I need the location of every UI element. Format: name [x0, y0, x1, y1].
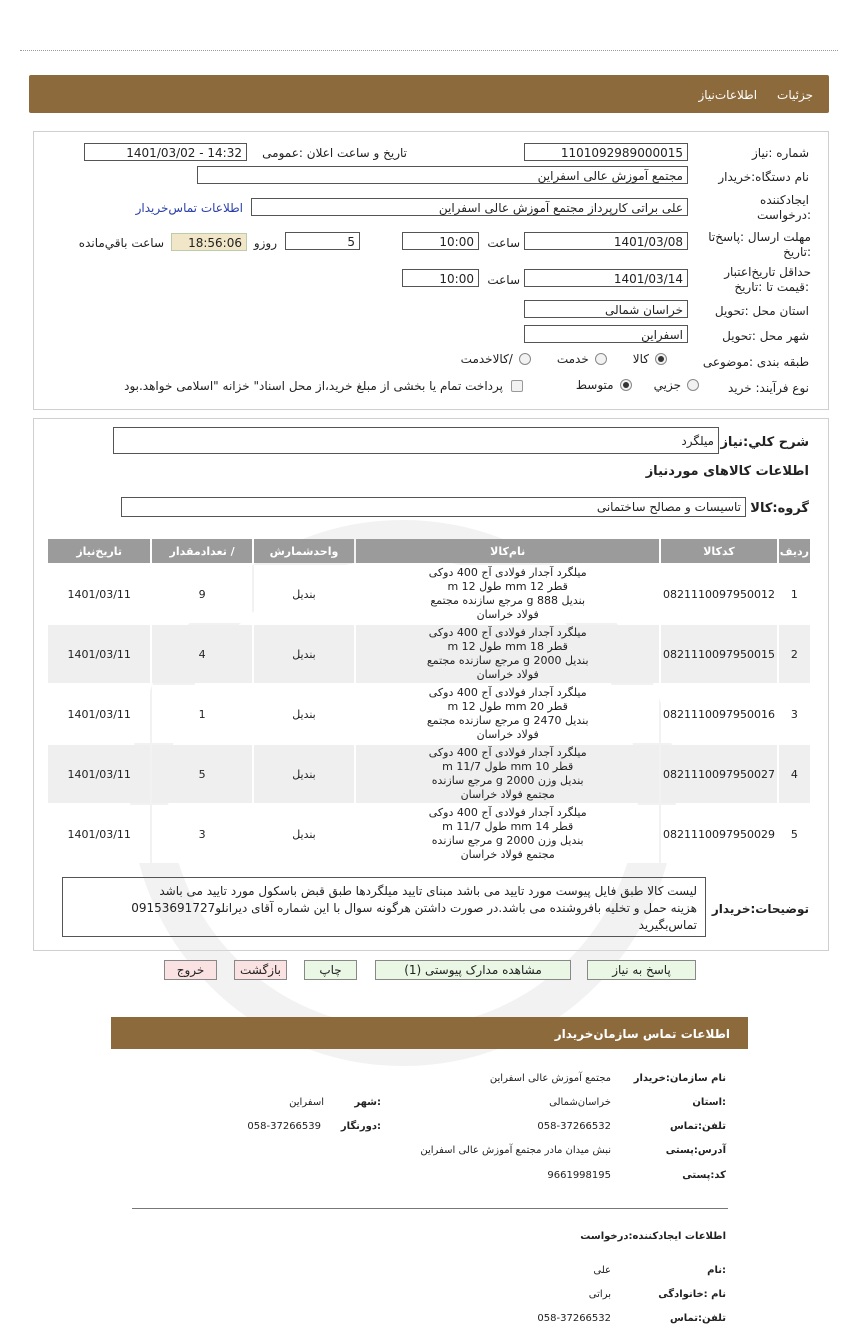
contact-postal-label: کد:پستی	[682, 1170, 726, 1181]
province-label: استان محل :تحویل	[714, 304, 809, 318]
goods-code: 0821110097950027	[661, 745, 776, 803]
goods-code: 0821110097950015	[661, 625, 776, 683]
contact-province-label: :استان	[692, 1097, 726, 1108]
col-quantity: / تعدادمقدار	[152, 539, 251, 563]
buyer-contact-link[interactable]: اطلاعات تماس‌خریدار	[135, 201, 243, 215]
details-header	[29, 75, 829, 113]
contact-address-label: آدرس:پستی	[665, 1145, 726, 1156]
quantity: 1	[152, 685, 251, 743]
category-radio-group	[461, 352, 667, 366]
col-unit: واحدشمارش	[254, 539, 354, 563]
contact-city-label: :شهر	[354, 1097, 381, 1108]
goods-code: 0821110097950029	[661, 805, 776, 863]
validity-date-field: 1401/03/14	[524, 269, 688, 287]
deadline-label-2: :تاریخ	[783, 245, 811, 259]
creator-phone-value: 058-37266532	[537, 1313, 611, 1324]
tab-need-info[interactable]: اطلاعات‌نیاز	[698, 88, 758, 102]
creator-name-label: :نام	[707, 1265, 726, 1276]
contact-org-label: نام سازمان:خریدار	[633, 1073, 726, 1084]
payment-option[interactable]: پرداخت تمام یا بخشی از مبلغ خرید،از محل اسناد" خزانه "اسلامی خواهد.بود	[124, 379, 523, 393]
contact-info-title: اطلاعات تماس سازمان‌خریدار	[554, 1027, 730, 1041]
validity-time-label: ساعت	[487, 273, 520, 287]
goods-name: میلگرد آجدار فولادی آج 400 دوکی قطر mm 10 طول m 11/7 بندیل وزن g 2000 مرجع سازنده مجتمع فولاد خراسان	[356, 745, 659, 803]
goods-name: میلگرد آجدار فولادی آج 400 دوکی قطر mm 20 طول m 12 بندیل g 2470 مرجع سازنده مجتمع فولاد خراسان	[356, 685, 659, 743]
payment-checkbox[interactable]	[511, 380, 523, 392]
unit: بندیل	[254, 685, 354, 743]
deadline-date-field: 1401/03/08	[524, 232, 688, 250]
process-option-medium[interactable]: متوسط	[576, 378, 632, 392]
buyer-org-label: نام دستگاه:خریدار	[718, 170, 809, 184]
category-option-goods-service[interactable]: /کالاخدمت	[461, 352, 531, 366]
creator-family-value: براتی	[588, 1289, 611, 1300]
need-number-field: 1101092989000015	[524, 143, 688, 161]
need-number-label: شماره :نیاز	[752, 146, 809, 160]
table-row	[48, 565, 810, 623]
quantity: 4	[152, 625, 251, 683]
creator-phone-label: تلفن:تماس	[669, 1313, 726, 1324]
deadline-time-field: 10:00	[402, 232, 479, 250]
city-label: شهر محل :تحویل	[722, 329, 809, 343]
top-divider	[20, 50, 838, 51]
table-row	[48, 805, 810, 863]
col-goods-code: کدکالا	[661, 539, 776, 563]
validity-time-field: 10:00	[402, 269, 479, 287]
days-label: روزو	[253, 236, 277, 250]
goods-name: میلگرد آجدار فولادی آج 400 دوکی قطر mm 14 طول m 11/7 بندیل وزن g 2000 مرجع سازنده مجتمع فولاد خراسان	[356, 805, 659, 863]
deadline-time-label: ساعت	[487, 236, 520, 250]
process-label: نوع فرآیند: خرید	[728, 381, 809, 395]
deadline-label: مهلت ارسال :پاسخ‌تا	[708, 230, 811, 244]
contact-fax-value: 058-37266539	[247, 1121, 321, 1132]
unit: بندیل	[254, 565, 354, 623]
days-field: 5	[285, 232, 360, 250]
buyer-org-field: مجتمع آموزش عالی اسفراین	[197, 166, 688, 184]
need-date: 1401/03/11	[48, 625, 150, 683]
back-button[interactable]: بازگشت	[234, 960, 287, 980]
exit-button[interactable]: خروج	[164, 960, 217, 980]
creator-family-label: نام :خانوادگی	[658, 1289, 726, 1300]
goods-group-label: گروه:کالا	[750, 501, 809, 516]
need-date: 1401/03/11	[48, 805, 150, 863]
col-need-date: تاریخ‌نیاز	[48, 539, 150, 563]
category-label: طبقه بندی :موضوعی	[702, 355, 809, 369]
contact-address-value: نبش میدان مادر مجتمع آموزش عالی اسفراین	[420, 1145, 611, 1156]
unit: بندیل	[254, 805, 354, 863]
radio-medium[interactable]	[620, 379, 632, 391]
row-number: 3	[779, 685, 810, 743]
col-row-number: ردیف	[779, 539, 810, 563]
row-number: 2	[779, 625, 810, 683]
contact-province-value: خراسان‌شمالی	[549, 1097, 611, 1108]
reply-button[interactable]: پاسخ به نیاز	[587, 960, 696, 980]
announce-datetime-field: 1401/03/02 - 14:32	[84, 143, 247, 161]
announce-label: تاریخ و ساعت اعلان :عمومی	[262, 146, 407, 160]
goods-code: 0821110097950016	[661, 685, 776, 743]
print-button[interactable]: چاپ	[304, 960, 357, 980]
contact-phone-value: 058-37266532	[537, 1121, 611, 1132]
contact-city-value: اسفراین	[289, 1097, 324, 1108]
need-date: 1401/03/11	[48, 685, 150, 743]
table-row	[48, 745, 810, 803]
creator-info-title: اطلاعات ایجادکننده:درخواست	[580, 1231, 726, 1242]
unit: بندیل	[254, 745, 354, 803]
radio-goods[interactable]	[655, 353, 667, 365]
validity-label-2: :قیمت تا :تاریخ	[734, 280, 809, 294]
contact-divider	[132, 1208, 728, 1209]
table-row	[48, 685, 810, 743]
contact-postal-value: 9661998195	[547, 1170, 611, 1181]
category-option-goods[interactable]: کالا	[633, 352, 667, 366]
goods-name: میلگرد آجدار فولادی آج 400 دوکی قطر mm 18 طول m 12 بندیل g 2000 مرجع سازنده مجتمع فولاد خراسان	[356, 625, 659, 683]
row-number: 4	[779, 745, 810, 803]
goods-name: میلگرد آجدار فولادی آج 400 دوکی قطر mm 12 طول m 12 بندیل g 888 مرجع سازنده مجتمع فولاد خراسان	[356, 565, 659, 623]
quantity: 5	[152, 745, 251, 803]
contact-phone-label: تلفن:تماس	[669, 1121, 726, 1132]
radio-service[interactable]	[595, 353, 607, 365]
goods-info-title: اطلاعات کالاهای موردنیاز	[645, 464, 809, 479]
category-option-service[interactable]: خدمت	[557, 352, 607, 366]
need-date: 1401/03/11	[48, 565, 150, 623]
row-number: 1	[779, 565, 810, 623]
buyer-notes-label: توضیحات:خریدار	[711, 902, 809, 916]
contact-info-header	[111, 1017, 748, 1049]
radio-minor[interactable]	[687, 379, 699, 391]
process-option-minor[interactable]: جزیي	[654, 378, 699, 392]
remaining-label: ساعت باقي‌مانده	[78, 236, 164, 250]
row-number: 5	[779, 805, 810, 863]
province-field: خراسان شمالی	[524, 300, 688, 318]
table-header-row	[48, 539, 810, 563]
view-attachments-button[interactable]: مشاهده مدارک پیوستی (1)	[375, 960, 571, 980]
countdown-timer: 18:56:06	[171, 233, 247, 251]
tab-details[interactable]: جزئیات	[777, 88, 813, 102]
quantity: 9	[152, 565, 251, 623]
goods-table	[46, 537, 812, 865]
process-radio-group	[576, 378, 699, 392]
city-field: اسفراین	[524, 325, 688, 343]
goods-code: 0821110097950012	[661, 565, 776, 623]
creator-label: ایجادکننده	[760, 193, 809, 207]
col-goods-name: نام‌کالا	[356, 539, 659, 563]
summary-label: شرح کلي:نياز	[720, 435, 809, 450]
goods-group-field: تاسیسات و مصالح ساختمانی	[121, 497, 746, 517]
creator-field: علی براتی کارپرداز مجتمع آموزش عالی اسفراین	[251, 198, 688, 216]
radio-goods-service[interactable]	[519, 353, 531, 365]
summary-field: میلگرد	[113, 427, 719, 454]
contact-fax-label: :دورنگار	[340, 1121, 381, 1132]
need-date: 1401/03/11	[48, 745, 150, 803]
creator-name-value: علی	[593, 1265, 611, 1276]
table-row	[48, 625, 810, 683]
buyer-notes-box: لیست کالا طبق فایل پیوست مورد تایید می باشد مبنای تایید میلگردها طبق قبض باسکول مورد تایید می باشد هزینه حمل و تخلیه بافروشنده می باشد.در صورت داشتن هرگونه سوال با این شماره آقای دیرانلو09153691727 تماس‌بگیرید	[62, 877, 706, 937]
creator-label-2: :درخواست	[757, 208, 811, 222]
unit: بندیل	[254, 625, 354, 683]
contact-org-value: مجتمع آموزش عالی اسفراین	[489, 1073, 611, 1084]
validity-label: حداقل تاریخ‌اعتبار	[724, 265, 811, 279]
quantity: 3	[152, 805, 251, 863]
